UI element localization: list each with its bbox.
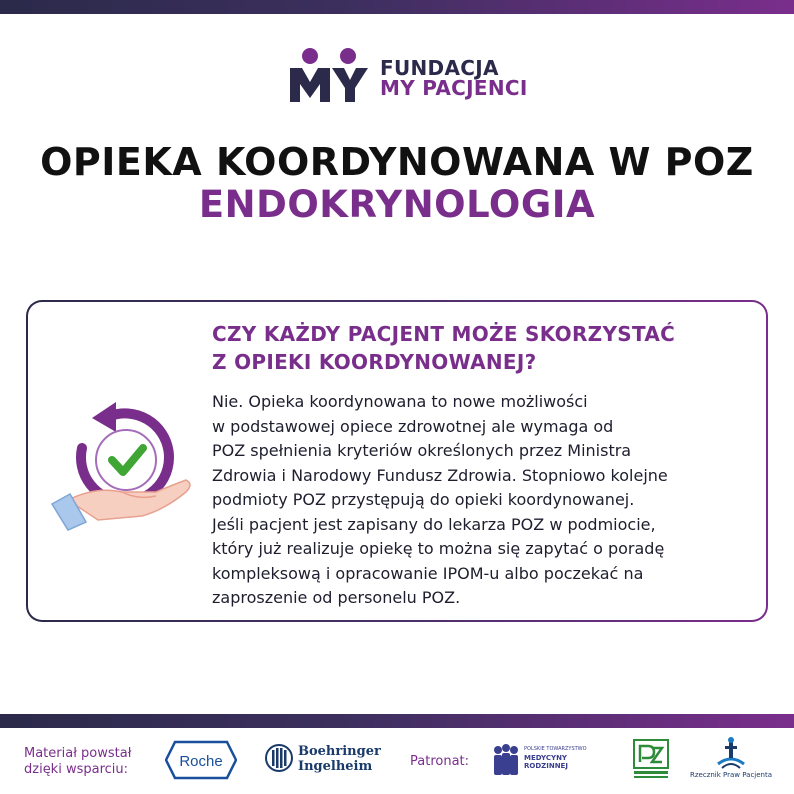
boehringer-emblem-icon [264, 742, 294, 774]
pz-emblem-icon [632, 738, 670, 780]
question-line-1: CZY KAŻDY PACJENT MOŻE SKORZYSTAĆ [212, 322, 676, 346]
boehringer-line-2: Ingelheim [298, 759, 373, 774]
my-logo-mark-icon [288, 46, 368, 104]
page-title: OPIEKA KOORDYNOWANA W POZ [40, 140, 754, 184]
answer-line: Jeśli pacjent jest zapisany do lekarza POZ w podmiocie, [212, 514, 656, 534]
patronat-label: Patronat: [410, 754, 470, 769]
ptmr-logo [490, 742, 610, 782]
boehringer-ingelheim-logo [264, 742, 381, 778]
boehringer-logo-text [298, 744, 381, 774]
roche-logo [165, 740, 237, 780]
answer-line: kompleksową i opracowanie IPOM-u albo poczekać na [212, 563, 644, 583]
ptmr-big-text: MEDYCYNY RODZINNEJ [524, 754, 568, 770]
answer-line: w podstawowej opiece zdrowotnej ale wymaga od [212, 416, 614, 436]
question-card-body [28, 302, 766, 620]
boehringer-line-1: Boehringer [298, 744, 381, 759]
ptmr-small-text: POLSKIE TOWARZYSTWO [524, 746, 587, 752]
rpp-text: Rzecznik Praw Pacjenta [690, 771, 773, 779]
question-heading [212, 320, 732, 376]
answer-line: POZ spełnienia kryteriów określonych przez Ministra [212, 441, 632, 460]
sponsors-footer [0, 728, 794, 794]
family-figures-icon [490, 744, 522, 778]
rzecznik-praw-pacjenta-logo [690, 736, 772, 786]
question-line-2: Z OPIEKI KOORDYNOWANEJ? [212, 350, 537, 374]
bottom-gradient-bar [0, 714, 794, 728]
logo-line-my-pacjenci: MY PACJENCI [380, 76, 528, 100]
hand-with-checkmark-cycle-icon [46, 388, 196, 538]
porozumienie-zielonogorskie-logo [632, 738, 670, 780]
answer-text [212, 390, 752, 611]
support-label-line-2: dzięki wsparciu: [24, 762, 129, 777]
foundation-logo [288, 46, 528, 106]
page-subtitle: ENDOKRYNOLOGIA [198, 183, 596, 226]
support-label [24, 746, 154, 778]
answer-line: Zdrowia i Narodowy Fundusz Zdrowia. Stopniowo kolejne [212, 465, 668, 485]
logo-line-fundacja: FUNDACJA [380, 56, 499, 80]
roche-logo-text: Roche [179, 753, 223, 770]
answer-line: który już realizuje opiekę to można się zapytać o poradę [212, 539, 665, 558]
rpp-emblem-icon [690, 736, 772, 770]
top-gradient-bar [0, 0, 794, 14]
support-label-line-1: Materiał powstał [24, 746, 132, 761]
question-card [26, 300, 768, 622]
roche-hexagon-icon [165, 740, 237, 780]
answer-line: podmioty POZ przystępują do opieki koordynowanej. [212, 490, 635, 509]
answer-line: Nie. Opieka koordynowana to nowe możliwości [212, 392, 588, 411]
logo-text [380, 58, 528, 98]
answer-line: zaproszenie od personelu POZ. [212, 588, 461, 607]
